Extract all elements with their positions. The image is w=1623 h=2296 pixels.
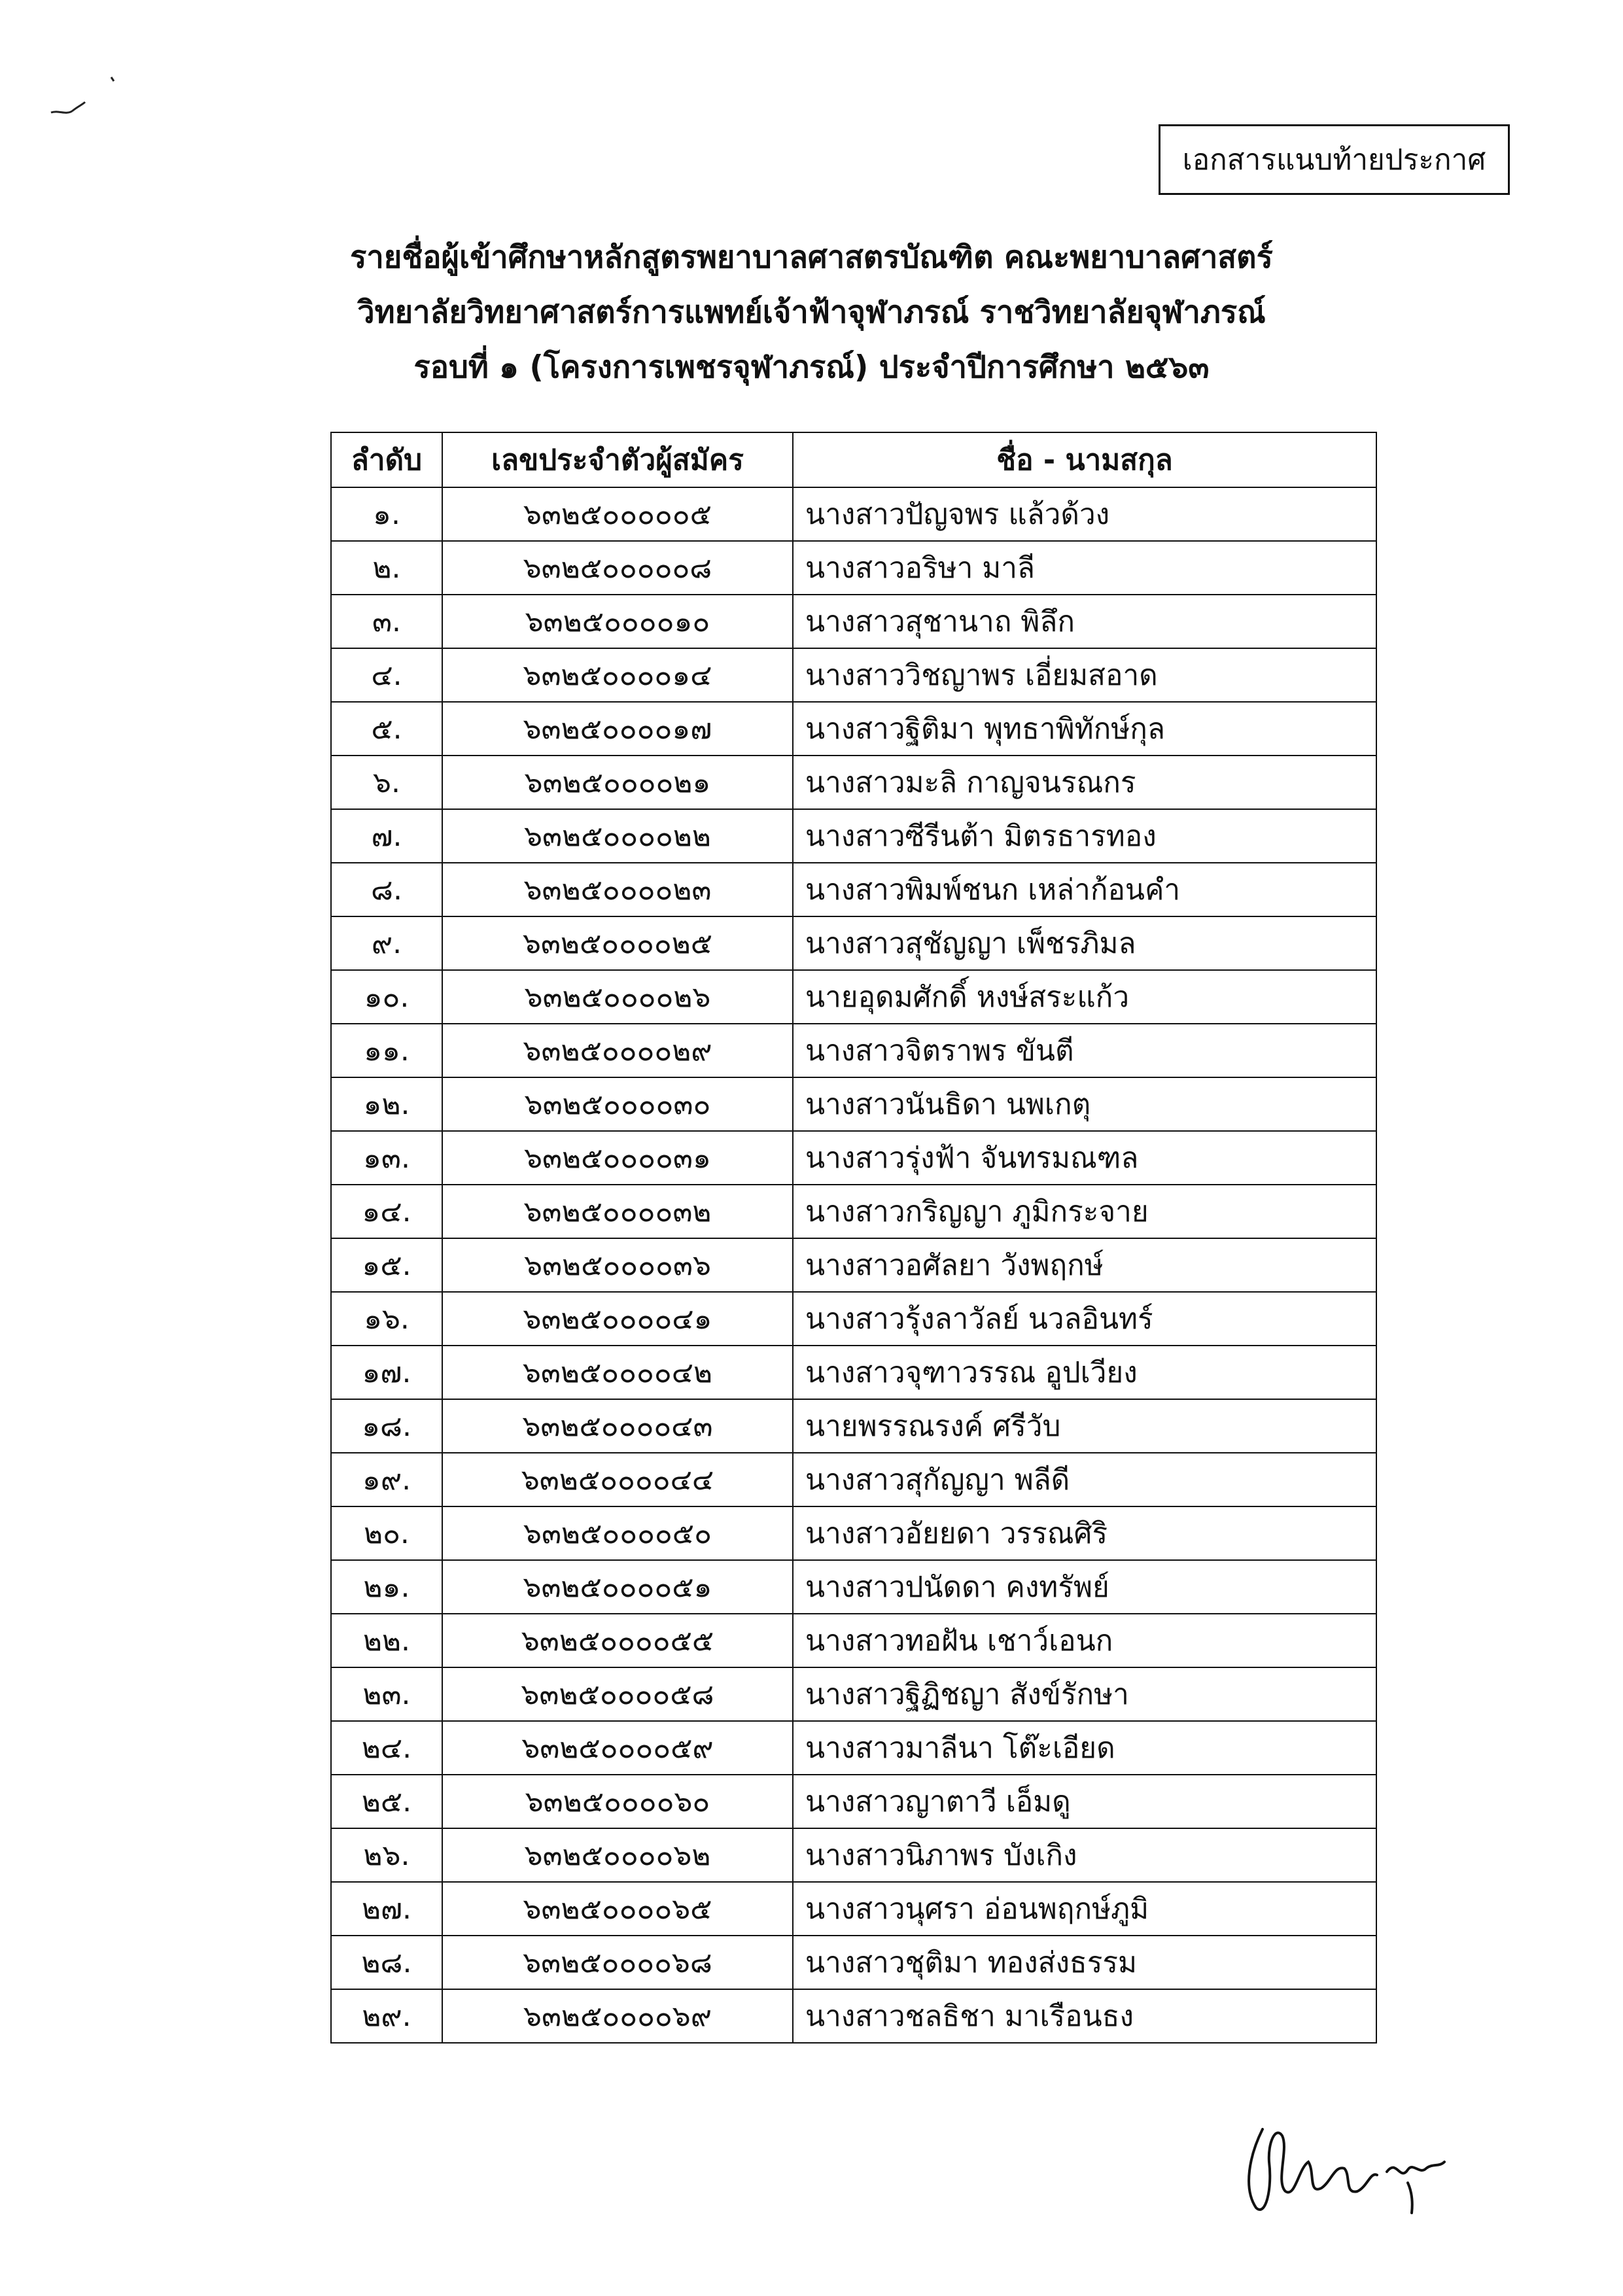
table-row [331,1238,1376,1292]
row-order: ๒๐. [331,1506,442,1560]
row-order: ๑๕. [331,1238,442,1292]
table-body [331,487,1376,2043]
row-full-name: นางสาวมะลิ กาญจนรณกร [793,756,1376,809]
table-row [331,541,1376,595]
row-order: ๒๙. [331,1989,442,2043]
table-row [331,1399,1376,1453]
row-applicant-id: ๖๓๒๕๐๐๐๐๓๑ [442,1131,793,1185]
table-row [331,809,1376,863]
row-applicant-id: ๖๓๒๕๐๐๐๐๕๙ [442,1721,793,1775]
header-order: ลำดับ [331,432,442,487]
row-order: ๑๐. [331,970,442,1024]
table-row [331,970,1376,1024]
row-full-name: นางสาวรุ่งฟ้า จันทรมณฑล [793,1131,1376,1185]
scan-mark [46,72,124,131]
row-applicant-id: ๖๓๒๕๐๐๐๐๒๙ [442,1024,793,1077]
row-applicant-id: ๖๓๒๕๐๐๐๐๔๒ [442,1346,793,1399]
row-applicant-id: ๖๓๒๕๐๐๐๐๖๕ [442,1882,793,1936]
table-row [331,1560,1376,1614]
table-row [331,1828,1376,1882]
row-applicant-id: ๖๓๒๕๐๐๐๐๑๗ [442,702,793,756]
table-row [331,1775,1376,1828]
row-applicant-id: ๖๓๒๕๐๐๐๐๓๖ [442,1238,793,1292]
row-full-name: นางสาววิชญาพร เอี่ยมสอาด [793,648,1376,702]
row-full-name: นางสาวนุศรา อ่อนพฤกษ์ภูมิ [793,1882,1376,1936]
row-applicant-id: ๖๓๒๕๐๐๐๐๕๑ [442,1560,793,1614]
row-order: ๑๓. [331,1131,442,1185]
row-applicant-id: ๖๓๒๕๐๐๐๐๓๒ [442,1185,793,1238]
row-full-name: นายพรรณรงค์ ศรีวับ [793,1399,1376,1453]
row-order: ๗. [331,809,442,863]
row-full-name: นางสาวชุติมา ทองส่งธรรม [793,1936,1376,1989]
row-full-name: นางสาวรุ้งลาวัลย์ นวลอินทร์ [793,1292,1376,1346]
row-order: ๕. [331,702,442,756]
attachment-label-box [1159,124,1510,195]
header-full-name: ชื่อ - นามสกุล [793,432,1376,487]
row-applicant-id: ๖๓๒๕๐๐๐๐๒๒ [442,809,793,863]
table-row [331,1721,1376,1775]
row-applicant-id: ๖๓๒๕๐๐๐๐๖๒ [442,1828,793,1882]
row-applicant-id: ๖๓๒๕๐๐๐๐๕๘ [442,1667,793,1721]
document-title [0,230,1623,395]
row-applicant-id: ๖๓๒๕๐๐๐๐๖๐ [442,1775,793,1828]
table-row [331,916,1376,970]
row-applicant-id: ๖๓๒๕๐๐๐๐๕๕ [442,1614,793,1667]
title-line-2: วิทยาลัยวิทยาศาสตร์การแพทย์เจ้าฟ้าจุฬาภรณ์ ราชวิทยาลัยจุฬาภรณ์ [357,294,1266,330]
row-applicant-id: ๖๓๒๕๐๐๐๐๒๑ [442,756,793,809]
row-full-name: นางสาวพิมพ์ชนก เหล่าก้อนคำ [793,863,1376,916]
row-full-name: นางสาวนันธิดา นพเกตุ [793,1077,1376,1131]
table-row [331,648,1376,702]
row-order: ๒๑. [331,1560,442,1614]
table-row [331,756,1376,809]
row-full-name: นางสาวทอฝัน เชาว์เอนก [793,1614,1376,1667]
row-full-name: นางสาวซีรีนต้า มิตรธารทอง [793,809,1376,863]
table-row [331,487,1376,541]
row-full-name: นางสาวฐิติมา พุทธาพิทักษ์กุล [793,702,1376,756]
row-applicant-id: ๖๓๒๕๐๐๐๐๑๐ [442,595,793,648]
row-order: ๓. [331,595,442,648]
row-order: ๑๖. [331,1292,442,1346]
row-full-name: นางสาวจิตราพร ขันตี [793,1024,1376,1077]
table-row [331,1936,1376,1989]
row-order: ๑๙. [331,1453,442,1506]
table-row [331,863,1376,916]
row-full-name: นางสาวมาลีนา โต๊ะเอียด [793,1721,1376,1775]
row-applicant-id: ๖๓๒๕๐๐๐๐๒๕ [442,916,793,970]
row-applicant-id: ๖๓๒๕๐๐๐๐๑๔ [442,648,793,702]
row-applicant-id: ๖๓๒๕๐๐๐๐๔๔ [442,1453,793,1506]
row-order: ๒๓. [331,1667,442,1721]
row-order: ๒๗. [331,1882,442,1936]
row-full-name: นางสาวฐิฏิชญา สังข์รักษา [793,1667,1376,1721]
row-order: ๒๔. [331,1721,442,1775]
row-full-name: นางสาวญาตาวี เอ็มดู [793,1775,1376,1828]
table-row [331,1131,1376,1185]
table-row [331,1614,1376,1667]
table-row [331,1077,1376,1131]
row-full-name: นางสาวนิภาพร บังเกิง [793,1828,1376,1882]
signature [1236,2110,1452,2221]
row-full-name: นายอุดมศักดิ์ หงษ์สระแก้ว [793,970,1376,1024]
row-order: ๔. [331,648,442,702]
row-applicant-id: ๖๓๒๕๐๐๐๐๖๙ [442,1989,793,2043]
row-applicant-id: ๖๓๒๕๐๐๐๐๕๐ [442,1506,793,1560]
row-applicant-id: ๖๓๒๕๐๐๐๐๒๖ [442,970,793,1024]
row-full-name: นางสาวอริษา มาลี [793,541,1376,595]
row-full-name: นางสาวจุฑาวรรณ อูปเวียง [793,1346,1376,1399]
row-full-name: นางสาวปนัดดา คงทรัพย์ [793,1560,1376,1614]
row-applicant-id: ๖๓๒๕๐๐๐๐๒๓ [442,863,793,916]
table-row [331,1989,1376,2043]
row-order: ๑๔. [331,1185,442,1238]
row-order: ๒๕. [331,1775,442,1828]
row-order: ๑๘. [331,1399,442,1453]
row-full-name: นางสาวสุชัญญา เพ็ชรภิมล [793,916,1376,970]
row-applicant-id: ๖๓๒๕๐๐๐๐๖๘ [442,1936,793,1989]
title-line-3: รอบที่ ๑ (โครงการเพชรจุฬาภรณ์) ประจำปีการศึกษา ๒๕๖๓ [413,349,1210,385]
table-row [331,1453,1376,1506]
row-full-name: นางสาวปัญจพร แล้วด้วง [793,487,1376,541]
row-full-name: นางสาวอศัลยา วังพฤกษ์ [793,1238,1376,1292]
row-order: ๑๗. [331,1346,442,1399]
candidate-table [330,432,1377,2044]
row-order: ๒๒. [331,1614,442,1667]
row-full-name: นางสาวอัยยดา วรรณศิริ [793,1506,1376,1560]
table-row [331,1024,1376,1077]
row-order: ๒๖. [331,1828,442,1882]
table-row [331,1667,1376,1721]
table-row [331,1506,1376,1560]
row-applicant-id: ๖๓๒๕๐๐๐๐๔๑ [442,1292,793,1346]
row-full-name: นางสาวสุชานาถ พิลึก [793,595,1376,648]
row-order: ๖. [331,756,442,809]
row-order: ๙. [331,916,442,970]
row-full-name: นางสาวกริญญา ภูมิกระจาย [793,1185,1376,1238]
row-order: ๘. [331,863,442,916]
row-applicant-id: ๖๓๒๕๐๐๐๐๓๐ [442,1077,793,1131]
header-applicant-id: เลขประจำตัวผู้สมัคร [442,432,793,487]
table-row [331,1882,1376,1936]
row-order: ๑๒. [331,1077,442,1131]
row-full-name: นางสาวสุกัญญา พลีดี [793,1453,1376,1506]
table-row [331,1292,1376,1346]
row-order: ๒. [331,541,442,595]
table-row [331,702,1376,756]
attachment-label: เอกสารแนบท้ายประกาศ [1182,143,1486,177]
table-row [331,1185,1376,1238]
table-row [331,1346,1376,1399]
title-line-1: รายชื่อผู้เข้าศึกษาหลักสูตรพยาบาลศาสตรบัณฑิต คณะพยาบาลศาสตร์ [350,239,1273,275]
row-applicant-id: ๖๓๒๕๐๐๐๐๐๘ [442,541,793,595]
table-row [331,595,1376,648]
row-applicant-id: ๖๓๒๕๐๐๐๐๔๓ [442,1399,793,1453]
row-full-name: นางสาวชลธิชา มาเรือนธง [793,1989,1376,2043]
row-order: ๑๑. [331,1024,442,1077]
row-applicant-id: ๖๓๒๕๐๐๐๐๐๕ [442,487,793,541]
row-order: ๒๘. [331,1936,442,1989]
row-order: ๑. [331,487,442,541]
table-header-row [331,432,1376,487]
